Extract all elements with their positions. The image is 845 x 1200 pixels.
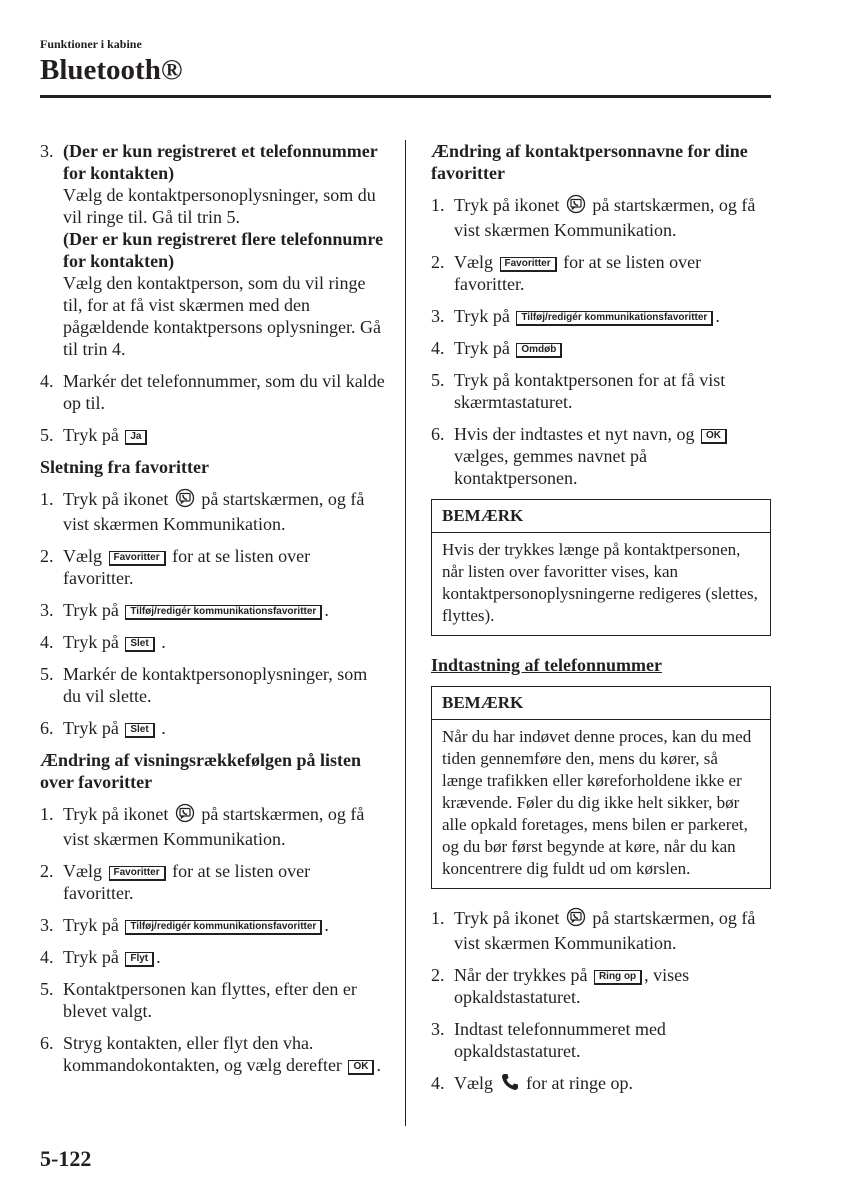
text: . [156, 632, 166, 652]
item-number: 1. [40, 804, 54, 824]
item-text [63, 1032, 385, 1076]
item-text [454, 369, 771, 413]
item-text [63, 370, 385, 414]
item-text [63, 914, 385, 936]
item-text [63, 424, 385, 446]
item-text [63, 717, 385, 739]
text: Tryk på kontaktpersonen for at få vist skærmtastaturet. [454, 370, 726, 412]
item-text [63, 545, 385, 589]
communication-icon [566, 907, 586, 932]
item-number: 5. [40, 425, 54, 445]
text: Vælg den kontaktperson, som du vil ringe til, for at få vist skærmen med den pågældende kontaktpersons oplysninger. Gå til trin 4. [63, 273, 381, 359]
screen-button-omd-b: Omdøb [516, 343, 562, 358]
item-text [63, 978, 385, 1022]
note-title: BEMÆRK [432, 500, 770, 533]
list-item [431, 907, 771, 954]
list-item [40, 545, 385, 589]
text: . [376, 1055, 381, 1075]
screen-button-favoritter: Favoritter [500, 257, 557, 272]
section-label: Funktioner i kabine [40, 37, 142, 51]
item-number: 5. [431, 370, 445, 390]
bold-text: (Der er kun registreret flere telefonnumre for kontakten) [63, 229, 384, 271]
list-item [40, 370, 385, 414]
list-item [40, 663, 385, 707]
item-number: 3. [431, 306, 445, 326]
list-item [431, 369, 771, 413]
communication-icon [175, 803, 195, 828]
text: Vælg [63, 546, 107, 566]
screen-button-favoritter: Favoritter [109, 866, 166, 881]
screen-button-ok: OK [348, 1060, 374, 1075]
text: Indtast telefonnummeret med opkaldstastaturet. [454, 1019, 666, 1061]
text: vælges, gemmes navnet på kontaktpersonen. [454, 446, 647, 488]
list-item [40, 914, 385, 936]
column-divider [405, 140, 406, 1126]
text: , vises opkaldstastaturet. [454, 965, 690, 1007]
title-rule [40, 95, 771, 98]
text: . [324, 600, 329, 620]
item-text [63, 663, 385, 707]
list-item [40, 946, 385, 968]
item-text [454, 907, 771, 954]
item-text [63, 631, 385, 653]
screen-button-ja: Ja [125, 430, 147, 445]
item-text [63, 946, 385, 968]
item-number: 2. [40, 861, 54, 881]
item-number: 4. [40, 947, 54, 967]
note-box [431, 686, 771, 889]
section-heading: Sletning fra favoritter [40, 457, 209, 477]
text: Tryk på [63, 915, 124, 935]
text: på startskærmen, og få vist skærmen Kommunikation. [63, 804, 365, 849]
item-number: 4. [431, 338, 445, 358]
note-text: Når du har indøvet denne proces, kan du med tiden gennemføre den, mens du kører, så længe trafikken eller køreforholdene ikke er krævende. Føler du dig ikke helt sikker, bør alle opkald foretages, mens bilen er parkeret, og du bør først begynde at køre, når du kan koncentrere dig fuldt ud om kørslen. [442, 727, 752, 878]
text: Tryk på [63, 632, 124, 652]
text: på startskærmen, og få vist skærmen Kommunikation. [63, 489, 365, 534]
item-text [454, 305, 771, 327]
right-column [431, 140, 771, 1107]
communication-icon [175, 488, 195, 513]
item-number: 2. [40, 546, 54, 566]
list-item [40, 140, 385, 360]
text: for at se listen over favoritter. [454, 252, 702, 294]
section-heading: Indtastning af telefonnummer [431, 655, 663, 675]
list-item [40, 717, 385, 739]
screen-button-ok: OK [701, 429, 727, 444]
list-item [40, 631, 385, 653]
text: Tryk på ikonet [63, 804, 173, 824]
item-number: 3. [40, 141, 54, 161]
item-text [454, 251, 771, 295]
item-number: 5. [40, 979, 54, 999]
item-text [454, 1018, 771, 1062]
item-text [63, 860, 385, 904]
item-text [63, 803, 385, 850]
item-number: 4. [40, 371, 54, 391]
phone-handset-icon [500, 1072, 520, 1097]
list-item [40, 599, 385, 621]
screen-button-flyt: Flyt [125, 952, 154, 967]
note-box [431, 499, 771, 636]
item-text [454, 964, 771, 1008]
text: Vælg [454, 252, 498, 272]
item-number: 6. [40, 1033, 54, 1053]
text: . [715, 306, 720, 326]
text: Tryk på ikonet [454, 195, 564, 215]
text: Tryk på [454, 306, 515, 326]
text: Tryk på [63, 947, 124, 967]
list-item [431, 1018, 771, 1062]
item-number: 3. [40, 600, 54, 620]
screen-button-favoritter: Favoritter [109, 551, 166, 566]
list-item [40, 488, 385, 535]
screen-button-slet: Slet [125, 637, 154, 652]
item-text [63, 488, 385, 535]
item-number: 1. [40, 489, 54, 509]
text: for at se listen over favoritter. [63, 546, 311, 588]
text: Vælg de kontaktpersonoplysninger, som du vil ringe til. Gå til trin 5. [63, 185, 376, 227]
text: Når der trykkes på [454, 965, 592, 985]
text: Vælg [454, 1073, 498, 1093]
item-text [454, 337, 771, 359]
item-text [454, 194, 771, 241]
text: . [156, 718, 166, 738]
note-text: Hvis der trykkes længe på kontaktpersonen, når listen over favoritter vises, kan kontaktpersonoplysningerne redigeres (slettes, flyttes). [442, 540, 758, 625]
list-item [431, 1072, 771, 1097]
text: Vælg [63, 861, 107, 881]
text: Tryk på [63, 425, 124, 445]
screen-button-tilf-j-redig-r-kommunikationsfavoritter: Tilføj/redigér kommunikationsfavoritter [516, 311, 713, 326]
text: for at se listen over favoritter. [63, 861, 311, 903]
text: Tryk på [63, 718, 124, 738]
text: Stryg kontakten, eller flyt den vha. kommandokontakten, og vælg derefter [63, 1033, 347, 1075]
item-text [63, 140, 385, 360]
list-item [40, 860, 385, 904]
list-item [40, 1032, 385, 1076]
item-text [454, 1072, 771, 1097]
left-column [40, 140, 385, 1086]
bold-text: (Der er kun registreret et telefonnummer for kontakten) [63, 141, 378, 183]
item-number: 2. [431, 252, 445, 272]
list-item [40, 803, 385, 850]
text: . [156, 947, 161, 967]
item-number: 5. [40, 664, 54, 684]
item-number: 1. [431, 195, 445, 215]
page-number: 5-122 [40, 1146, 92, 1171]
list-item [40, 424, 385, 446]
text: Hvis der indtastes et nyt navn, og [454, 424, 699, 444]
item-number: 6. [40, 718, 54, 738]
item-text [63, 599, 385, 621]
item-number: 3. [431, 1019, 445, 1039]
item-number: 4. [40, 632, 54, 652]
section-heading: Ændring af kontaktpersonnavne for dine favoritter [431, 141, 748, 183]
list-item [431, 337, 771, 359]
screen-button-tilf-j-redig-r-kommunikationsfavoritter: Tilføj/redigér kommunikationsfavoritter [125, 605, 322, 620]
item-number: 1. [431, 908, 445, 928]
item-number: 3. [40, 915, 54, 935]
item-number: 2. [431, 965, 445, 985]
list-item [40, 978, 385, 1022]
list-item [431, 251, 771, 295]
text: Tryk på ikonet [454, 908, 564, 928]
text: på startskærmen, og få vist skærmen Kommunikation. [454, 195, 756, 240]
item-number: 4. [431, 1073, 445, 1093]
section-heading: Ændring af visningsrækkefølgen på listen over favoritter [40, 750, 362, 792]
text: Markér det telefonnummer, som du vil kalde op til. [63, 371, 385, 413]
note-title: BEMÆRK [432, 687, 770, 720]
text: for at ringe op. [521, 1073, 633, 1093]
list-item [431, 305, 771, 327]
list-item [431, 194, 771, 241]
communication-icon [566, 194, 586, 219]
item-text [454, 423, 771, 489]
text: Tryk på [63, 600, 124, 620]
item-number: 6. [431, 424, 445, 444]
text: Markér de kontaktpersonoplysninger, som du vil slette. [63, 664, 368, 706]
text: . [324, 915, 329, 935]
text: Tryk på ikonet [63, 489, 173, 509]
screen-button-ring-op: Ring op [594, 970, 642, 985]
text: Tryk på [454, 338, 515, 358]
list-item [431, 423, 771, 489]
text: på startskærmen, og få vist skærmen Kommunikation. [454, 908, 756, 953]
screen-button-slet: Slet [125, 723, 154, 738]
list-item [431, 964, 771, 1008]
text: Kontaktpersonen kan flyttes, efter den er blevet valgt. [63, 979, 357, 1021]
screen-button-tilf-j-redig-r-kommunikationsfavoritter: Tilføj/redigér kommunikationsfavoritter [125, 920, 322, 935]
page-title: Bluetooth® [40, 54, 183, 86]
